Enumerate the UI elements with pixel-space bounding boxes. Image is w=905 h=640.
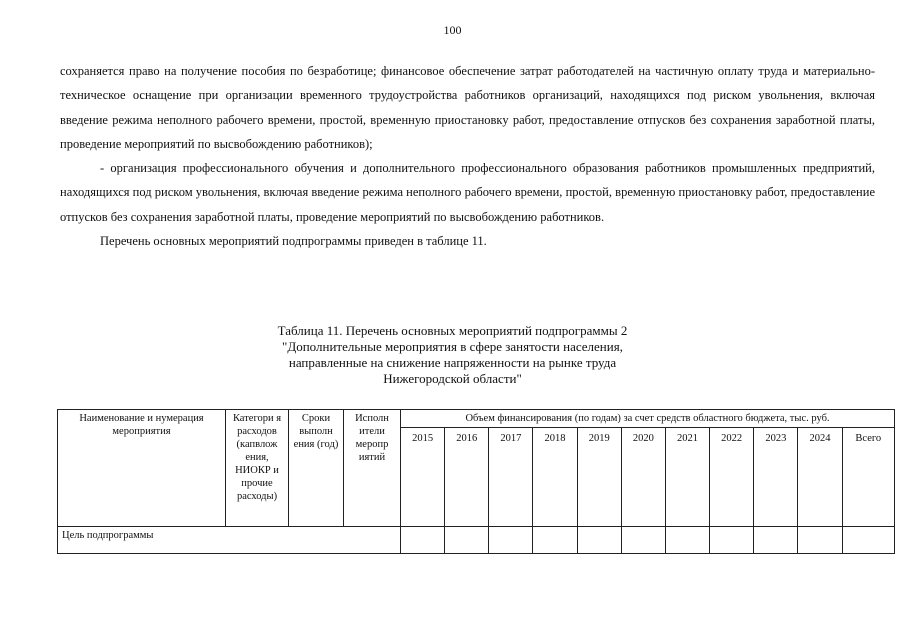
table-caption-line-2: "Дополнительные мероприятия в сфере занятости населения, [282, 339, 623, 354]
page-number: 100 [443, 23, 462, 37]
table-caption-line-3: направленные на снижение напряженности на рынке труда [288, 355, 617, 370]
table-cell [798, 527, 842, 554]
table-caption [0, 323, 905, 387]
body-text [60, 59, 875, 253]
table-cell [665, 527, 709, 554]
row-goal-label: Цель подпрограммы [58, 527, 401, 554]
table-caption-line-1: Таблица 11. Перечень основных мероприятий подпрограммы 2 [277, 323, 628, 338]
paragraph-2: - организация профессионального обучения и дополнительного профессионального образования работников промышленных предприятий, находящихся под риском увольнения, включая введение режима неполного рабочего времени, простой, временную приостановку работ, предоставление отпусков без сохранения заработной платы, проведение мероприятий по высвобождению работников. [60, 161, 875, 224]
header-funding: Объем финансирования (по годам) за счет средств областного бюджета, тыс. руб. [401, 410, 895, 428]
header-year-2018: 2018 [533, 428, 577, 527]
table-cell [489, 527, 533, 554]
header-year-2017: 2017 [489, 428, 533, 527]
activities-table [57, 409, 895, 554]
header-year-2020: 2020 [621, 428, 665, 527]
header-year-2016: 2016 [445, 428, 489, 527]
table-cell [577, 527, 621, 554]
header-term: Сроки выполн ения (год) [289, 410, 344, 527]
header-name: Наименование и нумерация мероприятия [58, 410, 226, 527]
paragraph-3: Перечень основных мероприятий подпрограммы приведен в таблице 11. [100, 234, 487, 249]
table-cell [533, 527, 577, 554]
table-cell [621, 527, 665, 554]
table-cell [754, 527, 798, 554]
header-total: Всего [842, 428, 894, 527]
table-cell [710, 527, 754, 554]
table-cell [842, 527, 894, 554]
header-year-2015: 2015 [401, 428, 445, 527]
header-year-2023: 2023 [754, 428, 798, 527]
paragraph-1: сохраняется право на получение пособия по безработице; финансовое обеспечение затрат работодателей на частичную оплату труда и материально-техническое оснащение при организации временного трудоустройства работников организаций, находящихся под риском увольнения, включая введение режима неполного рабочего времени, простой, временную приостановку работ, предоставление отпусков без сохранения заработной платы, проведение мероприятий по высвобождению работников); [60, 64, 875, 151]
table-row [58, 527, 895, 554]
table-cell [445, 527, 489, 554]
table-header-row [58, 410, 895, 428]
table-caption-line-4: Нижегородской области" [383, 371, 522, 386]
header-year-2022: 2022 [710, 428, 754, 527]
header-year-2021: 2021 [665, 428, 709, 527]
header-year-2024: 2024 [798, 428, 842, 527]
table-cell [401, 527, 445, 554]
header-executors: Исполн ители меропр иятий [344, 410, 401, 527]
header-year-2019: 2019 [577, 428, 621, 527]
header-category: Категори я расходов (капвлож ения, НИОКР и прочие расходы) [226, 410, 289, 527]
